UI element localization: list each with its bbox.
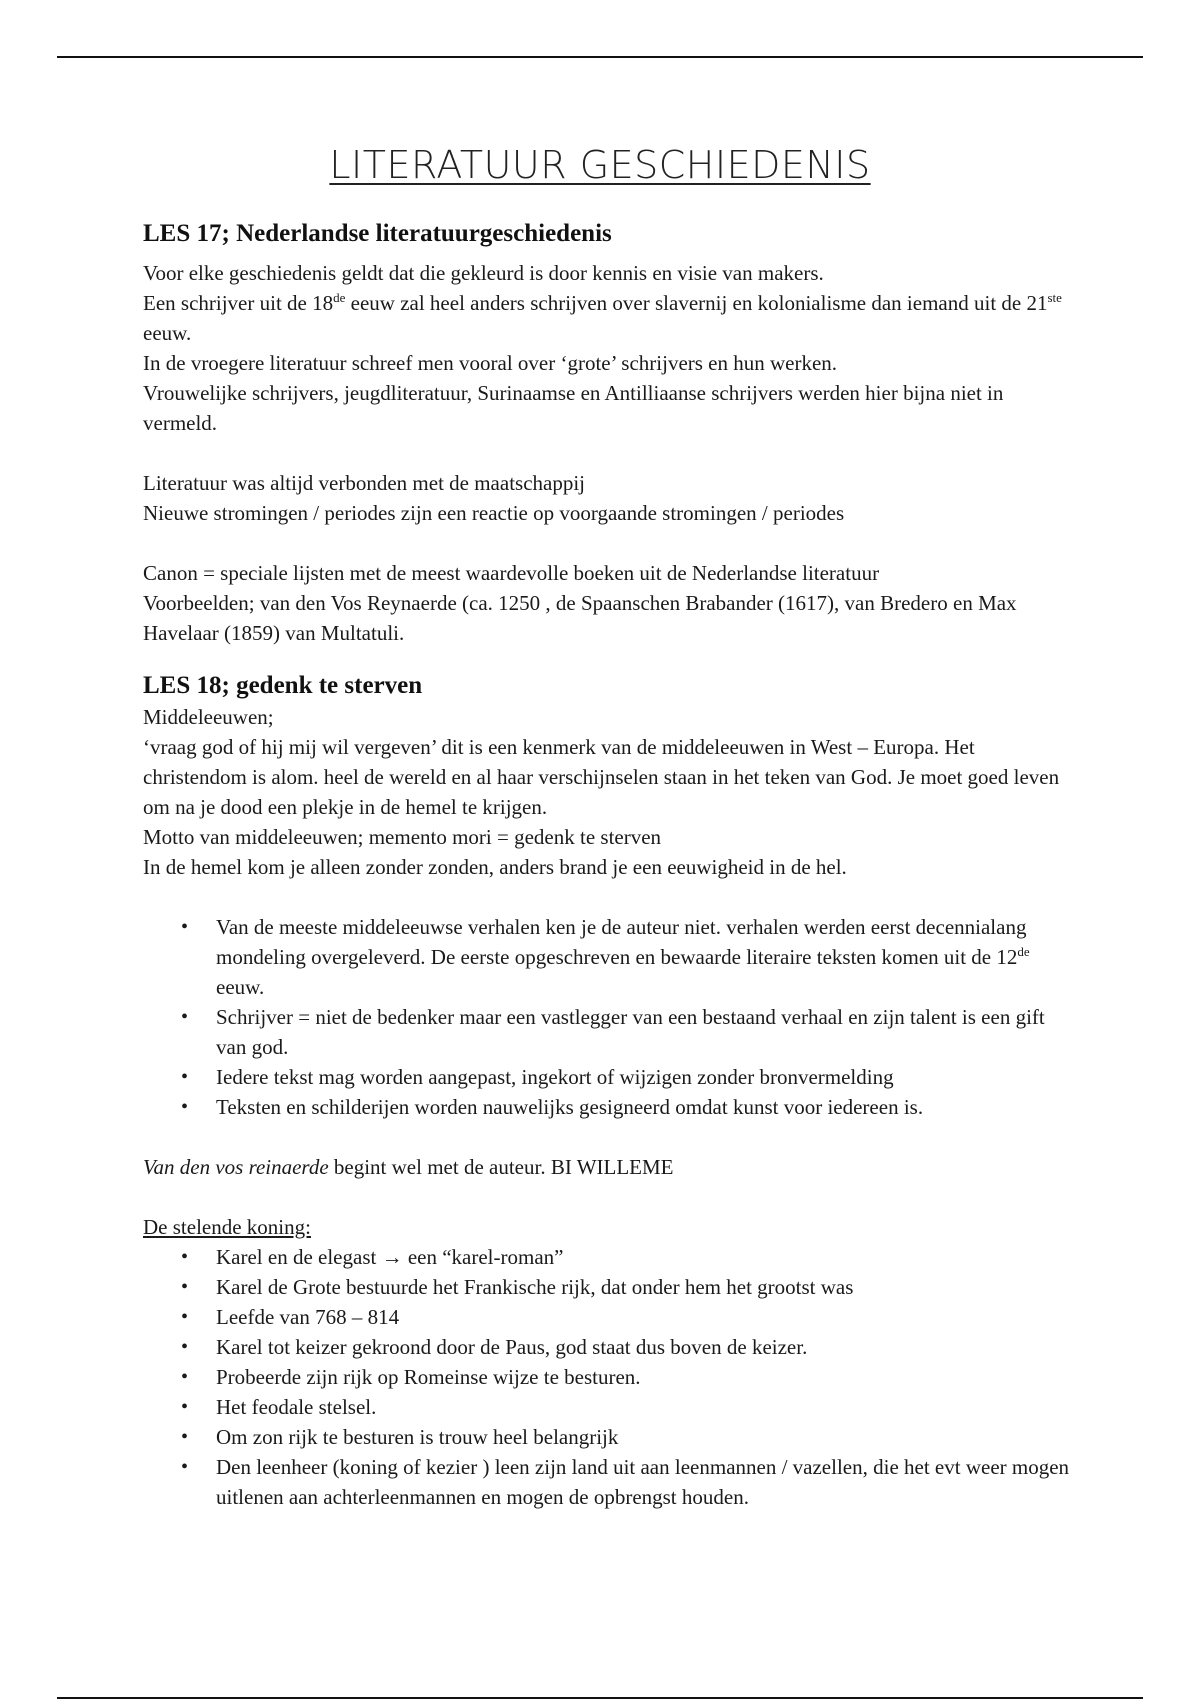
les17-paragraph: Nieuwe stromingen / periodes zijn een reactie op voorgaande stromingen / periodes <box>143 501 845 525</box>
les18-paragraph: In de hemel kom je alleen zonder zonden, anders brand je een eeuwigheid in de hel. <box>143 855 847 879</box>
les17-heading: LES 17; Nederlandse literatuurgeschiedenis <box>143 220 612 247</box>
les18-heading: LES 18; gedenk te sterven <box>143 672 423 699</box>
list-item: • Karel tot keizer gekroond door de Paus, god staat dus boven de keizer. <box>143 1332 1073 1362</box>
les17-paragraph: Een schrijver uit de 18de eeuw zal heel anders schrijven over slavernij en kolonialisme dan iemand uit de 21ste eeuw. <box>143 290 1062 345</box>
les17-paragraph: Voor elke geschiedenis geldt dat die gekleurd is door kennis en visie van makers. <box>143 261 824 285</box>
list-item: • Van de meeste middeleeuwse verhalen ken je de auteur niet. verhalen werden eerst decennialang mondeling overgeleverd. De eerste opgeschreven en bewaarde literaire teksten komen uit de 12de eeuw. <box>143 912 1073 1002</box>
document-title: LITERATUUR GESCHIEDENIS <box>329 143 871 187</box>
reinaerde-paragraph: Van den vos reinaerde begint wel met de auteur. BI WILLEME <box>143 1155 674 1179</box>
middeleeuwen-list <box>143 912 1073 1122</box>
book-title: Van den vos reinaerde <box>143 1155 329 1179</box>
les17-paragraph: Vrouwelijke schrijvers, jeugdliteratuur, Surinaamse en Antilliaanse schrijvers werden hier bijna niet in vermeld. <box>143 381 1004 435</box>
list-item: • Het feodale stelsel. <box>143 1392 1073 1422</box>
document-body <box>143 218 1073 1512</box>
les17-paragraph: Canon = speciale lijsten met de meest waardevolle boeken uit de Nederlandse literatuur <box>143 561 880 585</box>
list-item: • Den leenheer (koning of kezier ) leen zijn land uit aan leenmannen / vazellen, die het evt weer mogen uitlenen aan achterleenmannen en mogen de opbrengst houden. <box>143 1452 1073 1512</box>
koning-list <box>143 1242 1073 1512</box>
top-rule <box>57 56 1143 58</box>
list-item: • Karel en de elegast → een “karel-roman” <box>143 1242 1073 1272</box>
list-item: • Om zon rijk te besturen is trouw heel belangrijk <box>143 1422 1073 1452</box>
les18-paragraph: Middeleeuwen; <box>143 705 274 729</box>
koning-subheading: De stelende koning: <box>143 1215 311 1239</box>
les18-paragraph: Motto van middeleeuwen; memento mori = gedenk te sterven <box>143 825 662 849</box>
les17-paragraph: Voorbeelden; van den Vos Reynaerde (ca. 1250 , de Spaanschen Brabander (1617), van Bredero en Max Havelaar (1859) van Multatuli. <box>143 591 1017 645</box>
les17-paragraph: Literatuur was altijd verbonden met de maatschappij <box>143 471 586 495</box>
list-item: • Iedere tekst mag worden aangepast, ingekort of wijzigen zonder bronvermelding <box>143 1062 1073 1092</box>
les17-paragraph: In de vroegere literatuur schreef men vooral over ‘grote’ schrijvers en hun werken. <box>143 351 838 375</box>
list-item: • Schrijver = niet de bedenker maar een vastlegger van een bestaand verhaal en zijn talent is een gift van god. <box>143 1002 1073 1062</box>
list-item: • Teksten en schilderijen worden nauwelijks gesigneerd omdat kunst voor iedereen is. <box>143 1092 1073 1122</box>
les18-paragraph: ‘vraag god of hij mij wil vergeven’ dit is een kenmerk van de middeleeuwen in West – Europa. Het christendom is alom. heel de wereld en al haar verschijnselen staan in het teken van God. Je moet goed leven om na je dood een plekje in de hemel te krijgen. <box>143 735 1060 819</box>
list-item: • Probeerde zijn rijk op Romeinse wijze te besturen. <box>143 1362 1073 1392</box>
bottom-rule <box>57 1697 1143 1699</box>
list-item: • Leefde van 768 – 814 <box>143 1302 1073 1332</box>
list-item: • Karel de Grote bestuurde het Frankische rijk, dat onder hem het grootst was <box>143 1272 1073 1302</box>
